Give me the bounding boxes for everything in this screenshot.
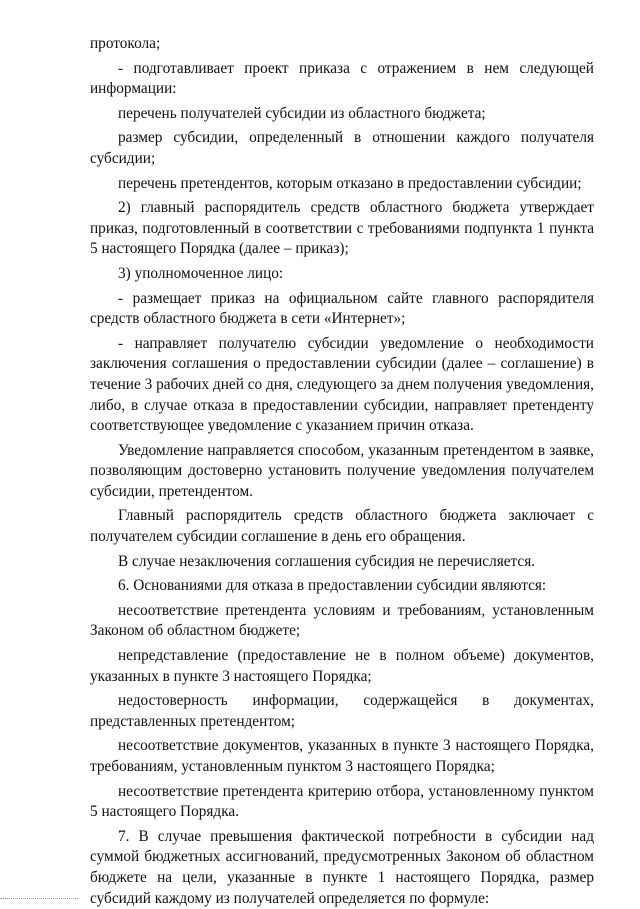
paragraph xyxy=(90,441,594,503)
paragraph xyxy=(90,646,594,687)
text-line: перечень претендентов, которым отказано в предоставлении субсидии; xyxy=(118,174,582,192)
text-line: бюджете на цели, указанные в пункте 1 настоящего Порядка, размер xyxy=(90,868,594,886)
text-line: суммой бюджетных ассигнований, предусмотренных Законом об областном xyxy=(90,848,594,866)
text-line: - направляет получателю субсидии уведомление о необходимости xyxy=(118,334,594,352)
text-line: несоответствие претендента условиям и требованиям, установленным xyxy=(118,601,594,619)
text-line: субсидии; xyxy=(90,149,156,167)
text-line: - размещает приказ на официальном сайте главного распорядителя xyxy=(118,289,594,307)
text-line: представленных претендентом; xyxy=(90,712,296,730)
text-line: субсидий каждому из получателей определяется по формуле: xyxy=(90,889,490,907)
text-line: В случае незаключения соглашения субсидия не перечисляется. xyxy=(118,552,536,570)
text-line: перечень получателей субсидии из областного бюджета; xyxy=(118,104,486,122)
text-line: требованиям, установленным пунктом 3 настоящего Порядка; xyxy=(90,758,495,775)
paragraph xyxy=(90,827,594,909)
text-line: 2) главный распорядитель средств областного бюджета утверждает xyxy=(118,199,594,217)
paragraph xyxy=(90,198,594,260)
text-line: 6. Основаниями для отказа в предоставлении субсидии являются: xyxy=(118,577,547,595)
text-line: либо, в случае отказа в предоставлении субсидии, направляет претенденту xyxy=(90,396,594,414)
text-line: 5 настоящего Порядка. xyxy=(90,803,240,821)
text-line: 7. В случае превышения фактической потребности в субсидии над xyxy=(118,827,594,845)
paragraph xyxy=(90,289,594,330)
text-line: позволяющим достоверно установить получение уведомления получателем xyxy=(90,462,594,480)
text-line: указанных в пункте 3 настоящего Порядка; xyxy=(90,667,372,685)
paragraph xyxy=(90,782,594,823)
paragraph xyxy=(90,34,594,55)
paragraph xyxy=(90,174,594,195)
text-line: Законом об областном бюджете; xyxy=(90,622,301,640)
paragraph xyxy=(90,334,594,437)
paragraph xyxy=(90,128,594,169)
text-line: несоответствие документов, указанных в пункте 3 настоящего Порядка, xyxy=(118,737,594,755)
paragraph xyxy=(90,264,594,285)
paragraph xyxy=(90,506,594,547)
paragraph xyxy=(90,59,594,100)
text-line: 3) уполномоченное лицо: xyxy=(118,264,284,282)
text-line: 5 настоящего Порядка (далее – приказ); xyxy=(90,240,349,258)
text-line: соответствующее уведомление с указанием причин отказа. xyxy=(90,417,474,435)
text-line: протокола; xyxy=(90,35,161,52)
text-line: субсидии, претендентом. xyxy=(90,482,253,500)
text-line: - подготавливает проект приказа с отражением в нем следующей xyxy=(118,59,594,77)
paragraph xyxy=(90,576,594,597)
text-line: Главный распорядитель средств областного бюджета заключает с xyxy=(118,507,594,525)
text-line: получателем субсидии соглашение в день его обращения. xyxy=(90,528,466,546)
paragraph xyxy=(90,104,594,125)
paragraph xyxy=(90,552,594,573)
text-line: Уведомление направляется способом, указанным претендентом в заявке, xyxy=(118,441,594,459)
document-body xyxy=(90,34,594,909)
text-line: непредставление (предоставление не в полном объеме) документов, xyxy=(118,647,594,665)
text-line: средств областного бюджета в сети «Интернет»; xyxy=(90,310,406,328)
paragraph xyxy=(90,691,594,732)
footer-rule xyxy=(0,898,78,899)
text-line: приказ, подготовленный в соответствии с требованиями подпункта 1 пункта xyxy=(90,219,594,237)
text-line: недостоверность информации, содержащейся в документах, xyxy=(118,692,594,710)
paragraph xyxy=(90,601,594,642)
text-line: несоответствие претендента критерию отбора, установленному пунктом xyxy=(118,782,594,800)
text-line: информации: xyxy=(90,80,177,98)
paragraph xyxy=(90,736,594,777)
text-line: заключения соглашения о предоставлении субсидии (далее – соглашение) в xyxy=(90,355,594,373)
text-line: течение 3 рабочих дней со дня, следующего за днем получения уведомления, xyxy=(90,375,594,393)
text-line: размер субсидии, определенный в отношении каждого получателя xyxy=(118,129,594,147)
